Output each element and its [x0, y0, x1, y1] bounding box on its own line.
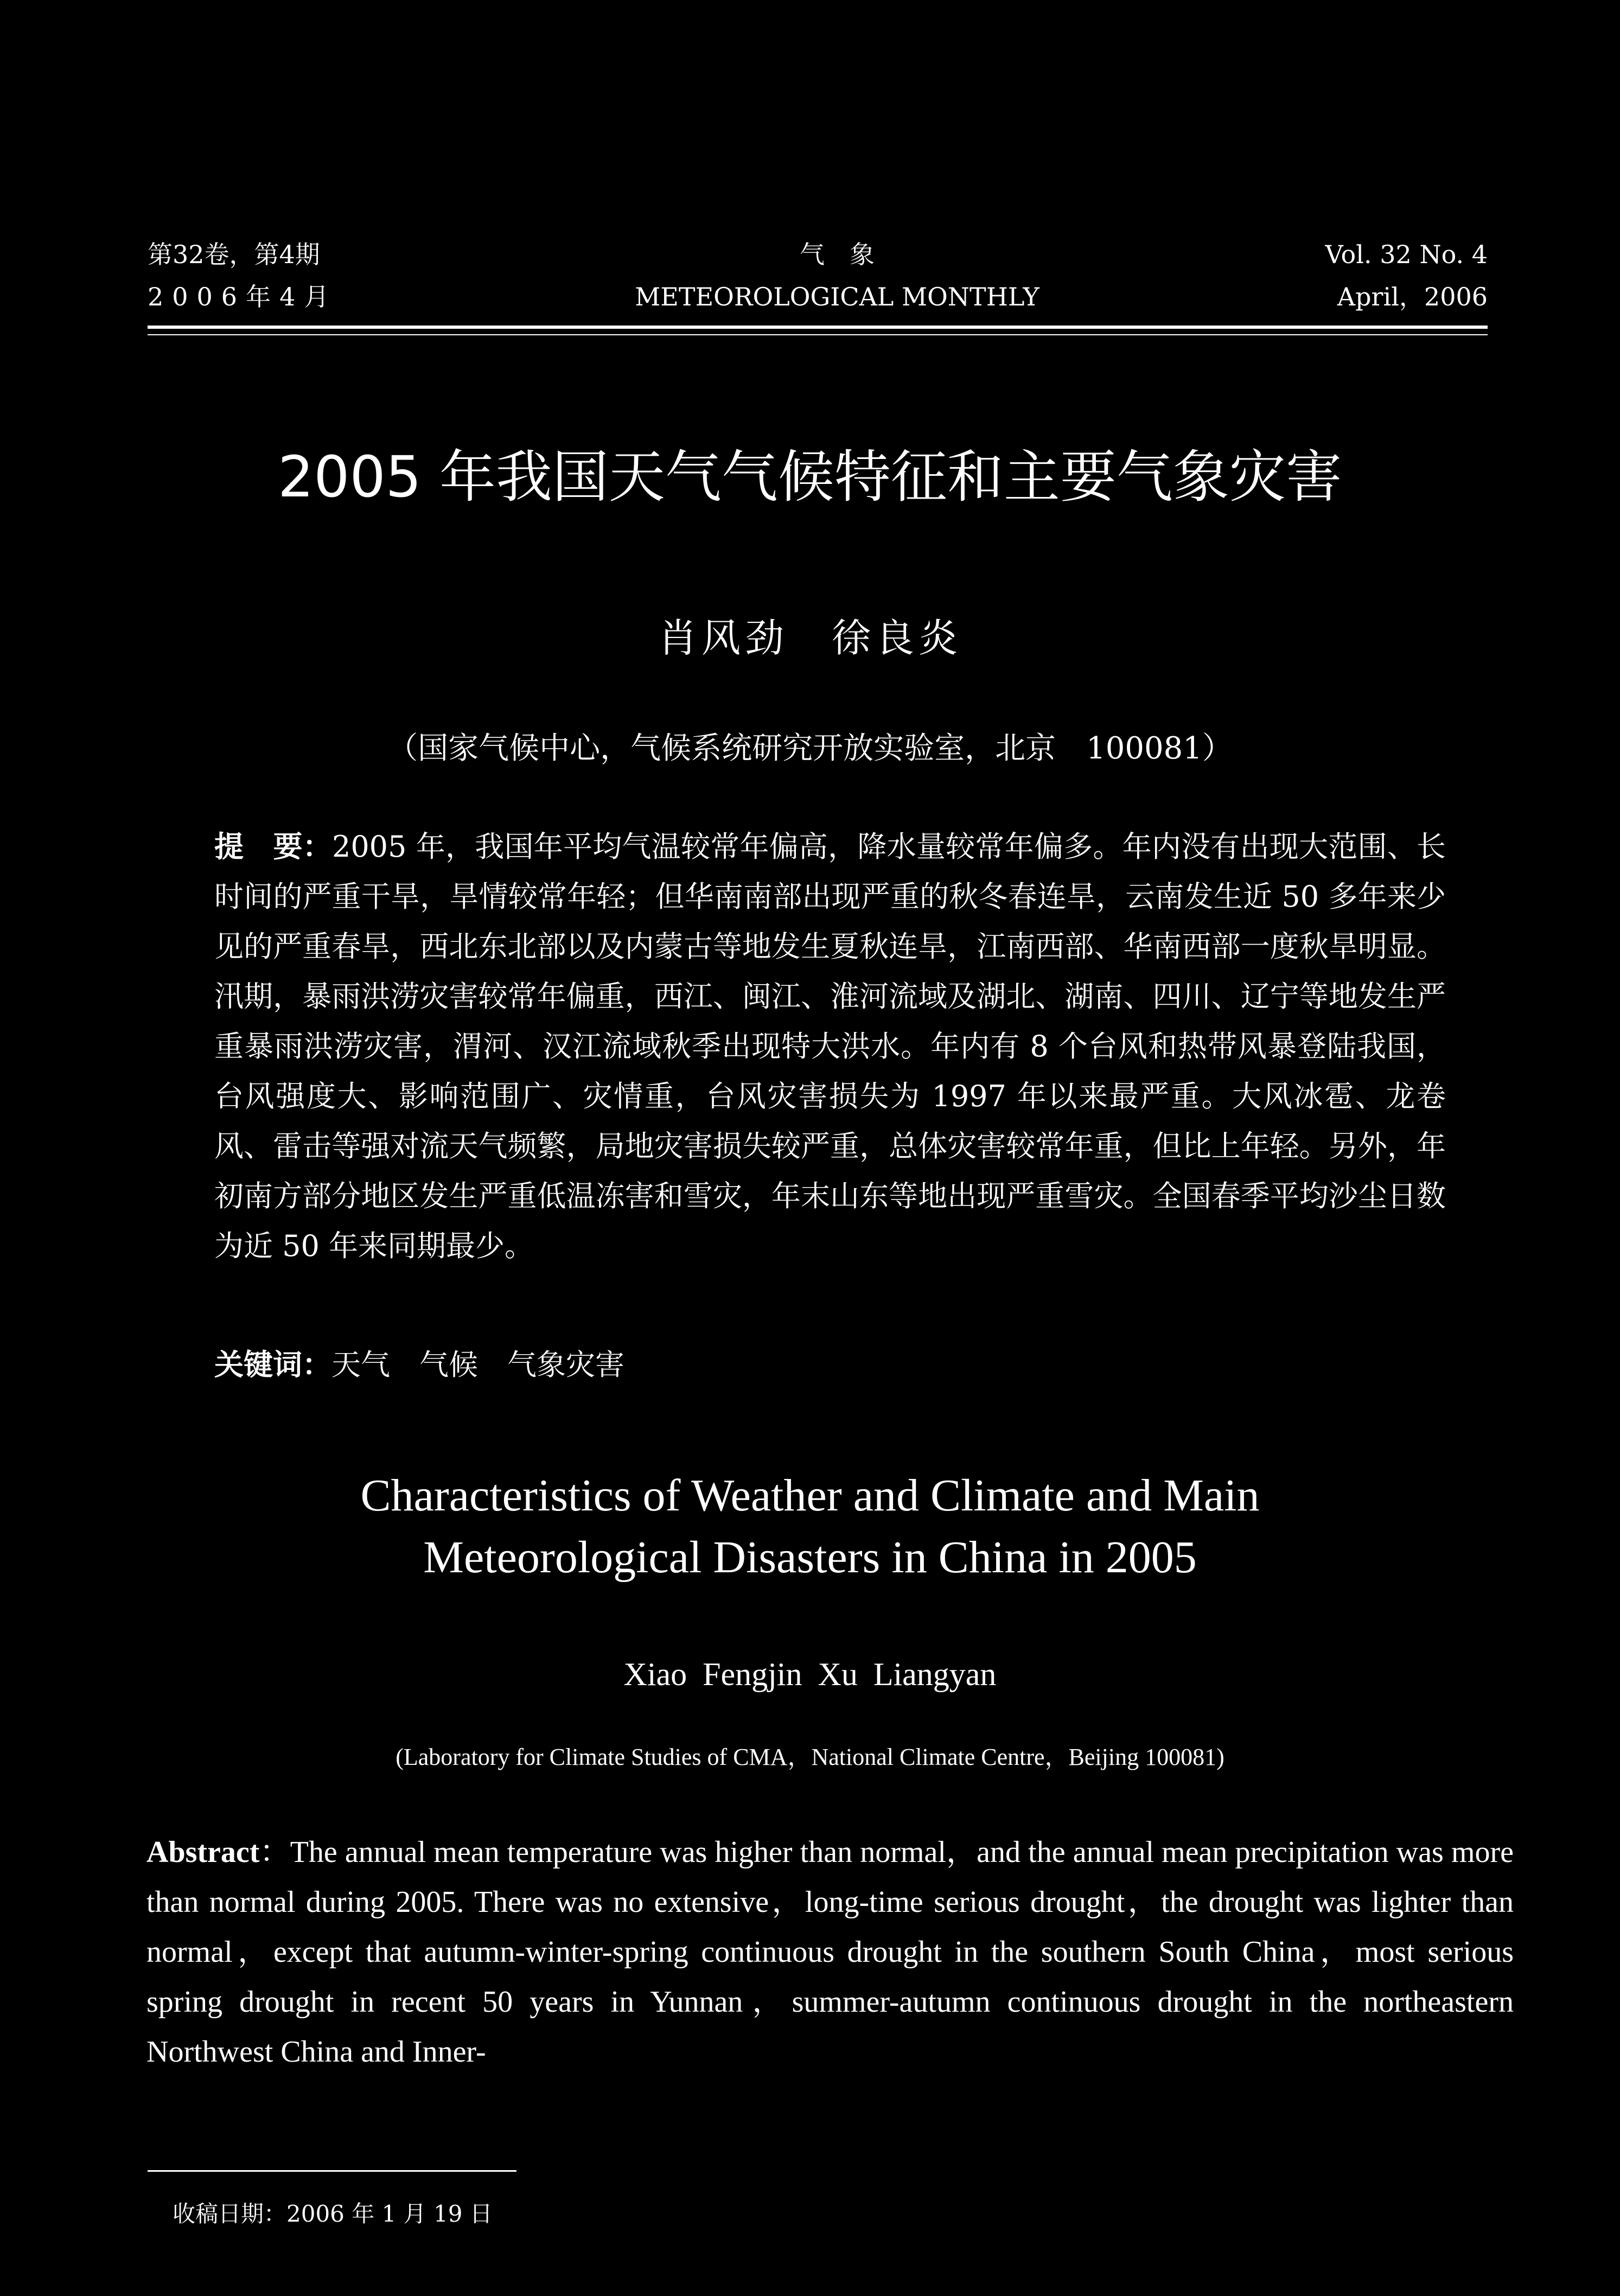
- journal-name-cn: 气 象: [800, 240, 875, 269]
- journal-name: [539, 233, 1136, 318]
- paper-title-en: [109, 1465, 1511, 1589]
- authors-en: Xiao Fengjin Xu Liangyan: [623, 1656, 997, 1692]
- volume-number-en: Vol. 32 No. 4: [1325, 240, 1488, 269]
- paper-title-en-line1: Characteristics of Weather and Climate and Main: [360, 1470, 1260, 1521]
- header-rule-thin: [148, 334, 1488, 335]
- received-date-footnote: 收稿日期：2006 年 1 月 19 日: [173, 2201, 493, 2227]
- abstract-cn-label: 提 要：: [214, 830, 332, 864]
- keywords-cn: [214, 1340, 1446, 1390]
- abstract-cn: [214, 822, 1446, 1271]
- affiliation-en: (Laboratory for Climate Studies of CMA，National Climate Centre，Beijing 100081): [396, 1744, 1224, 1770]
- abstract-en-label: Abstract: [146, 1835, 260, 1869]
- issue-date-en: April，2006: [1337, 282, 1488, 311]
- footnote-rule: [148, 2170, 516, 2172]
- abstract-cn-text: 2005 年，我国年平均气温较常年偏高，降水量较常年偏多。年内没有出现大范围、长时间的严重干旱，旱情较常年轻；但华南南部出现严重的秋冬春连旱，云南发生近 50 多年来少见的严重春旱，西北东北部以及内蒙古等地发生夏秋连旱，江南西部、华南西部一度秋旱明显。汛期，暴雨洪涝灾害较常年偏重，西江、闽江、淮河流域及湖北、湖南、四川、辽宁等地发生严重暴雨洪涝灾害，渭河、汉江流域秋季出现特大洪水。年内有 8 个台风和热带风暴登陆我国，台风强度大、影响范围广、灾情重，台风灾害损失为 1997 年以来最严重。大风冰雹、龙卷风、雷击等强对流天气频繁，局地灾害损失较严重，总体灾害较常年重，但比上年轻。另外，年初南方部分地区发生严重低温冻害和雪灾，年末山东等地出现严重雪灾。全国春季平均沙尘日数为近 50 年来同期最少。: [214, 830, 1446, 1263]
- journal-volume-en: [1325, 233, 1488, 318]
- keywords-cn-text: 天气 气候 气象灾害: [331, 1348, 624, 1382]
- journal-volume-issue: [148, 233, 337, 318]
- keywords-cn-label: 关键词：: [214, 1348, 331, 1382]
- volume-issue-text: 第32卷，第4期: [148, 240, 320, 269]
- paper-title-cn: 2005 年我国天气气候特征和主要气象灾害: [278, 444, 1342, 510]
- abstract-en-text: The annual mean temperature was higher than normal，and the annual mean precipitation was more than normal during 2005. There was no extensive，long-time serious drought，the drought was lighter than normal，except that autumn-winter-spring continuous drought in the southern South China，most serious spring drought in recent 50 years in Yunnan，summer-autumn continuous drought in the northeastern Northwest China and Inner-: [146, 1835, 1514, 2069]
- authors-cn: 肖风劲 徐良炎: [658, 615, 962, 661]
- affiliation-cn: （国家气候中心，气候系统研究开放实验室，北京 100081）: [387, 731, 1233, 766]
- header-rule-thick: [148, 326, 1488, 329]
- issue-date-cn: 2006年4月: [148, 282, 338, 311]
- journal-name-en: METEOROLOGICAL MONTHLY: [635, 282, 1039, 311]
- abstract-en-separator: ：: [259, 1835, 290, 1869]
- paper-title-en-line2: Meteorological Disasters in China in 2005: [423, 1532, 1197, 1583]
- abstract-en: [146, 1827, 1514, 2077]
